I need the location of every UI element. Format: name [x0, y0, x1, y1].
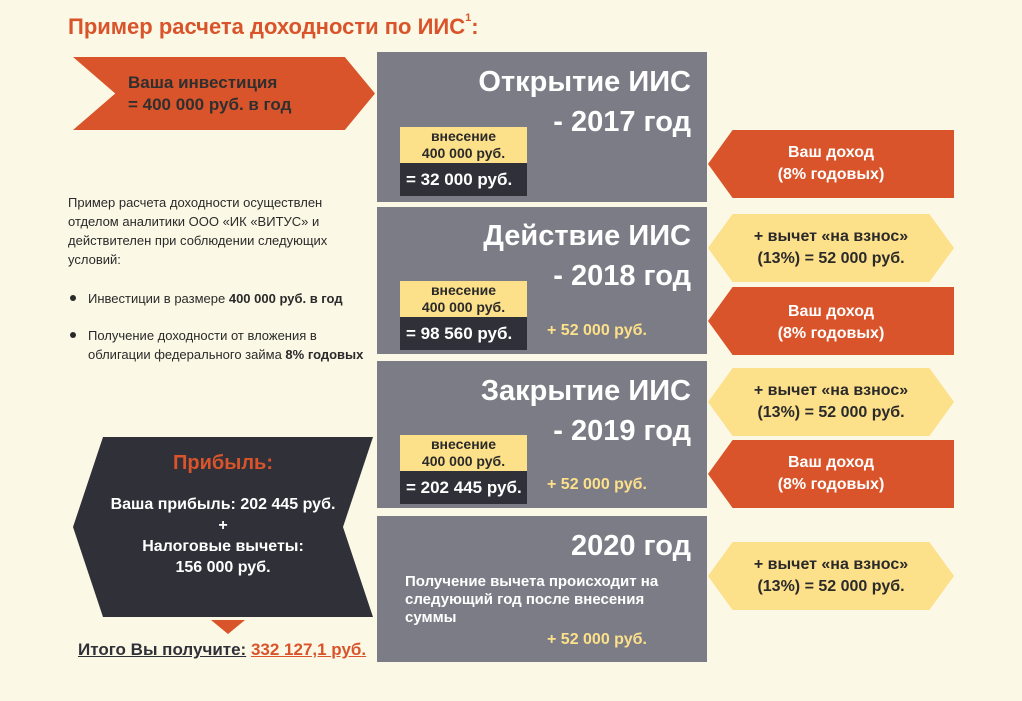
profit-title: Прибыль: — [173, 452, 273, 474]
deposit-label: внесение 400 000 руб. — [400, 281, 527, 317]
condition-item: Получение доходности от вложения в облигации федерального займа 8% годовых — [70, 326, 370, 386]
deduction-label: + вычет «на взнос» (13%) = 52 000 руб. — [753, 382, 909, 421]
total-value: 332 127,1 руб. — [250, 640, 367, 659]
deposit-label: внесение 400 000 руб. — [400, 435, 527, 471]
deposit-label: внесение 400 000 руб. — [400, 127, 527, 163]
deduction-plus: + 52 000 руб. — [547, 322, 647, 339]
deduction-note: Получение вычета происходит на следующий год после внесения суммы — [405, 573, 659, 626]
panel-2018-title: Действие ИИС - 2018 год — [483, 220, 691, 292]
deduction-label: + вычет «на взнос» (13%) = 52 000 руб. — [753, 228, 909, 267]
bullet-icon — [70, 295, 76, 301]
total-line — [78, 640, 366, 660]
profit-summary: Ваша прибыль: 202 445 руб. + Налоговые вычеты: 156 000 руб. — [110, 496, 336, 576]
balance-amount: = 32 000 руб. — [400, 163, 527, 196]
down-arrow-icon — [211, 620, 245, 634]
income-label: Ваш доход (8% годовых) — [777, 303, 885, 342]
deduction-label: + вычет «на взнос» (13%) = 52 000 руб. — [753, 556, 909, 595]
panel-2020-title: 2020 год — [570, 530, 691, 562]
panel-2017-title: Открытие ИИС - 2017 год — [478, 66, 691, 138]
footnote-marker: 1 — [465, 12, 472, 24]
investment-label: Ваша инвестиция = 400 000 руб. в год — [128, 73, 292, 114]
balance-amount: = 98 560 руб. — [400, 317, 527, 350]
income-label: Ваш доход (8% годовых) — [777, 144, 885, 183]
panel-2019-title: Закрытие ИИС - 2019 год — [480, 375, 691, 447]
deduction-plus: + 52 000 руб. — [547, 631, 647, 648]
income-label: Ваш доход (8% годовых) — [777, 454, 885, 493]
total-label: Итого Вы получите: — [78, 640, 247, 659]
conditions-description: Пример расчета доходности осуществлен отделом аналитики ООО «ИК «ВИТУС» и действителен при соблюдении следующих условий: — [68, 195, 328, 267]
page-title: Пример расчета доходности по ИИС$^1$: — [68, 12, 479, 39]
deduction-plus: + 52 000 руб. — [547, 476, 647, 493]
balance-amount: = 202 445 руб. — [400, 471, 527, 504]
bullet-icon — [70, 332, 76, 338]
condition-item: Инвестиции в размере 400 000 руб. в год — [70, 289, 370, 309]
